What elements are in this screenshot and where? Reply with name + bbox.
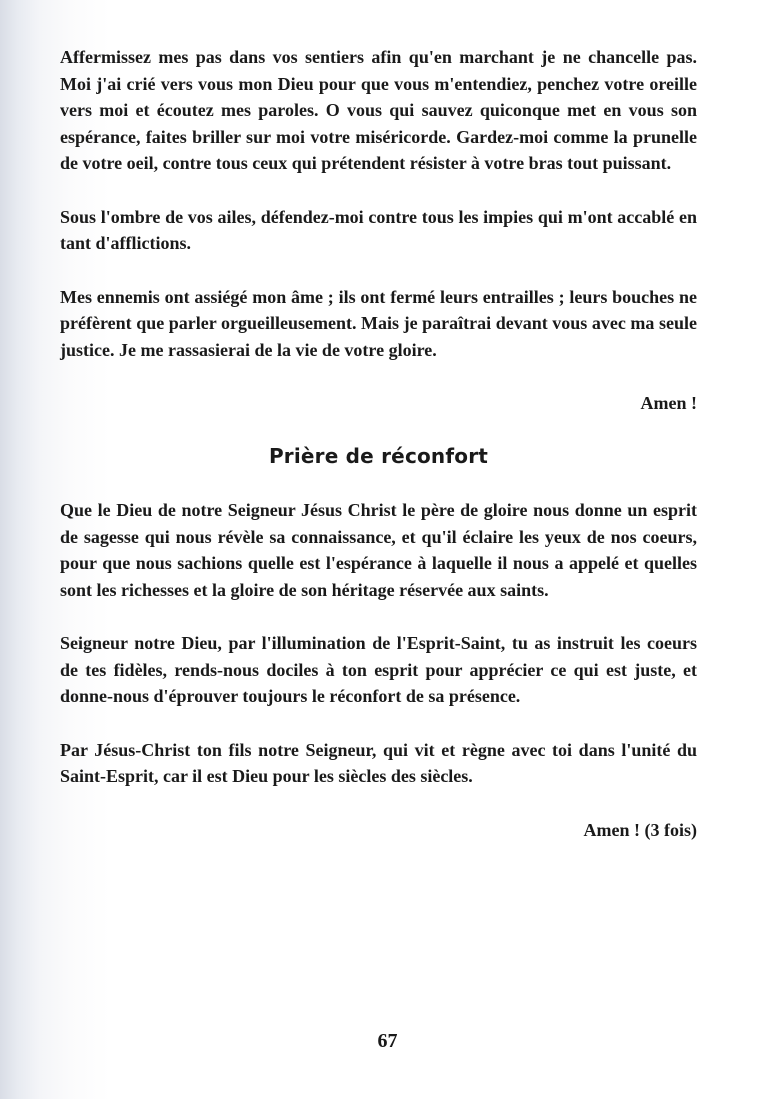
page-number: 67	[377, 1030, 398, 1052]
paragraph-par-jesus-christ: Par Jésus-Christ ton fils notre Seigneur, qui vit et règne avec toi dans l'unité du Saint-Esprit, car il est Dieu pour les siècles des siècles.	[60, 739, 697, 786]
paragraph-affermissez: Affermissez mes pas dans vos sentiers afin qu'en marchant je ne chancelle pas. Moi j'ai crié vers vous mon Dieu pour que vous m'entendiez, penchez votre oreille vers moi et écoutez mes paroles. O vous qui sauvez quiconque met en vous son espérance, faites briller sur moi votre miséricorde. Gardez-moi comme la prunelle de votre oeil, contre tous ceux qui prétendent résister à votre bras tout puissant.	[60, 47, 697, 173]
section-title: Prière de réconfort	[268, 443, 489, 468]
paragraph-sous-ombre: Sous l'ombre de vos ailes, défendez-moi contre tous les impies qui m'ont accablé en tant d'afflictions.	[60, 206, 697, 253]
paragraph-que-le-dieu: Que le Dieu de notre Seigneur Jésus Christ le père de gloire nous donne un esprit de sagesse qui nous révèle sa connaissance, et qu'il éclaire les yeux de nos coeurs, pour que nous sachions quelle est l'espérance à laquelle il nous a appelé et quelles sont les richesses et la gloire de son héritage réservée aux saints.	[60, 500, 697, 600]
paragraph-mes-ennemis: Mes ennemis ont assiégé mon âme ; ils ont fermé leurs entrailles ; leurs bouches ne préfèrent que parler orgueilleusement. Mais je paraîtrai devant vous avec ma seule justice. Je me rassasierai de la vie de votre gloire.	[60, 286, 697, 360]
paragraph-seigneur-notre-dieu: Seigneur notre Dieu, par l'illumination de l'Esprit-Saint, tu as instruit les coeurs de tes fidèles, rends-nous dociles à ton esprit pour apprécier ce qui est juste, et donne-nous d'éprouver toujours le réconfort de sa présence.	[60, 633, 697, 706]
page-content	[60, 44, 697, 843]
amen-closing-1: Amen !	[640, 393, 697, 413]
amen-closing-2: Amen ! (3 fois)	[583, 819, 697, 840]
